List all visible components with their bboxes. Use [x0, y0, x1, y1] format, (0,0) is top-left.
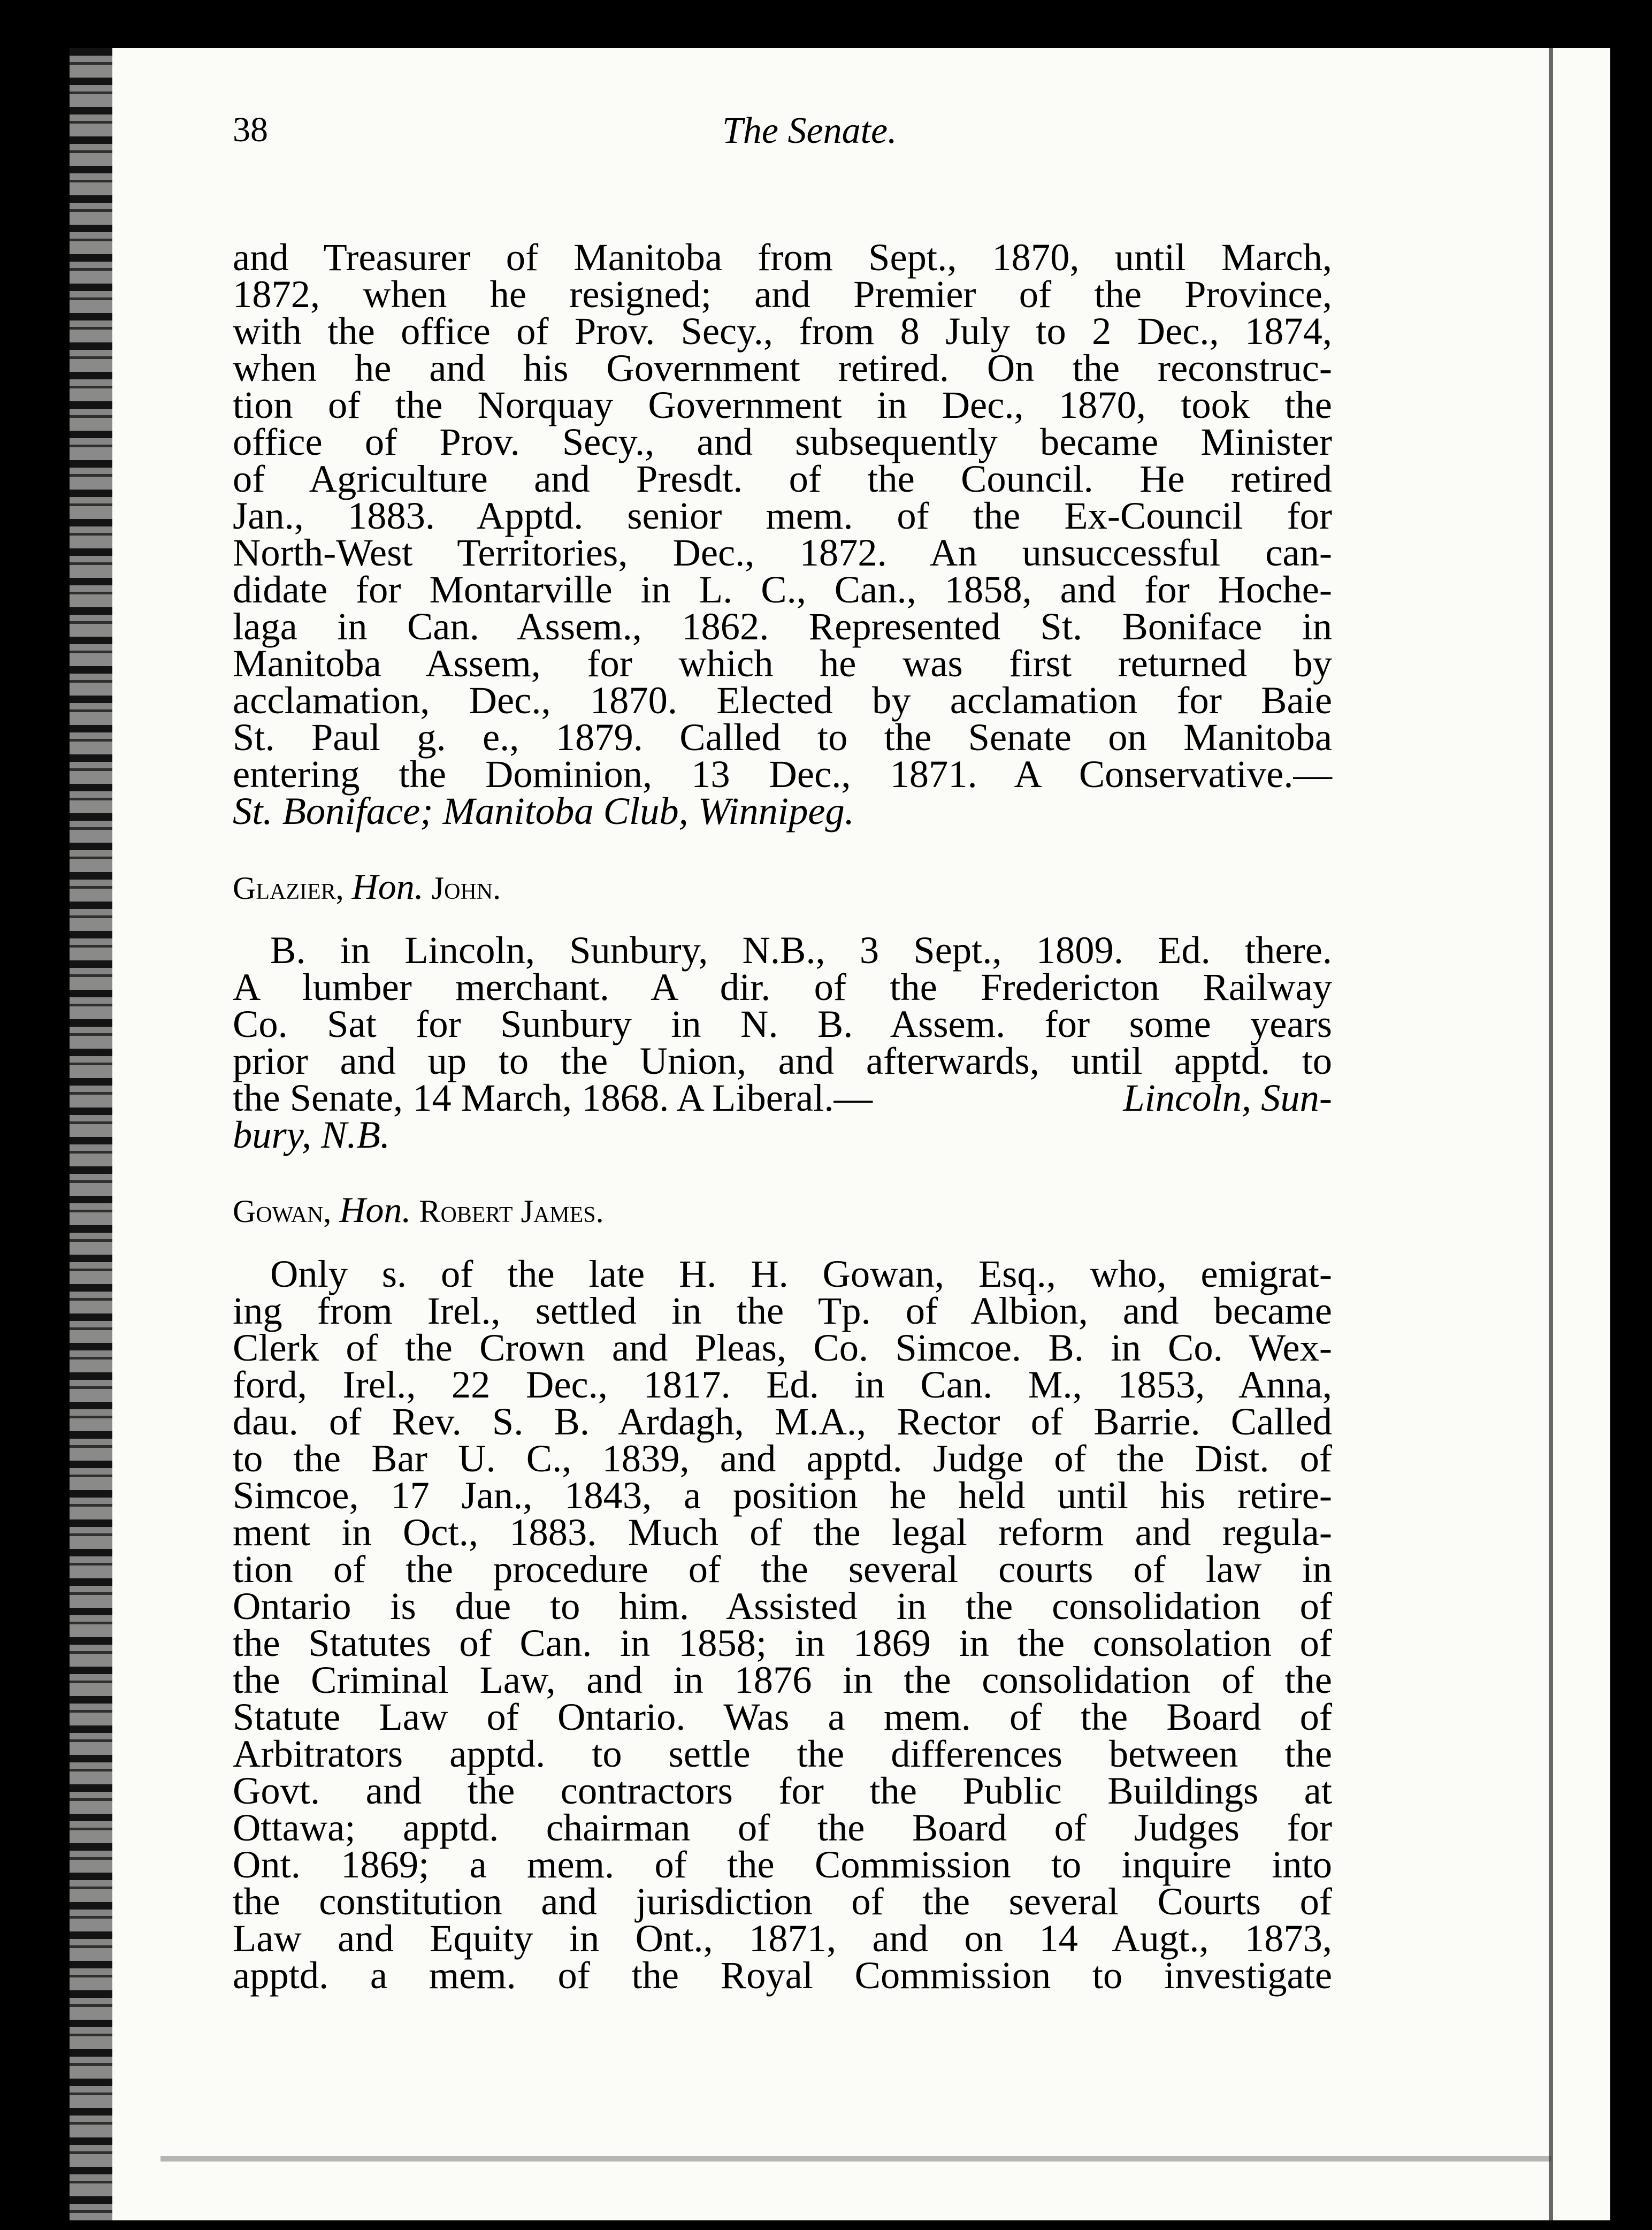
entry-heading [233, 866, 501, 908]
text-line: Co. Sat for Sunbury in N. B. Assem. for some years [233, 1002, 1332, 1045]
text-line: Law and Equity in Ont., 1871, and on 14 Augt., 1873, [233, 1916, 1332, 1960]
entry-surname: Glazier, [233, 870, 344, 906]
address-line: St. Boniface; Manitoba Club, Winnipeg. [233, 789, 854, 833]
text-line: North-West Territories, Dec., 1872. An unsuccessful can- [233, 531, 1332, 574]
entry-honorific: Hon. [339, 1189, 411, 1230]
text-line: dau. of Rev. S. B. Ardagh, M.A., Rector of Barrie. Called [233, 1400, 1332, 1443]
text-line: Manitoba Assem, for which he was first returned by [233, 641, 1332, 685]
text-line: A lumber merchant. A dir. of the Fredericton Railway [233, 965, 1332, 1009]
text-line: Statute Law of Ontario. Was a mem. of the Board of [233, 1695, 1332, 1738]
text-line: 1872, when he resigned; and Premier of the Province, [233, 272, 1332, 316]
page-edge [123, 48, 133, 2220]
text-line: Ottawa; apptd. chairman of the Board of Judges for [233, 1806, 1332, 1849]
text-line: Simcoe, 17 Jan., 1843, a position he held until his retire- [233, 1473, 1332, 1517]
entry-heading [233, 1189, 604, 1231]
text-segment: the Senate, 14 March, 1868. A Liberal.— [233, 1076, 873, 1119]
text-line: Clerk of the Crown and Pleas, Co. Simcoe. B. in Co. Wex- [233, 1326, 1332, 1369]
entry-given-name: John. [431, 870, 501, 906]
page-bottom-edge [160, 2156, 1551, 2162]
text-line: Ont. 1869; a mem. of the Commission to inquire into [233, 1843, 1332, 1886]
text-line: tion of the Norquay Government in Dec., 1870, took the [233, 383, 1332, 426]
text-line: ment in Oct., 1883. Much of the legal reform and regula- [233, 1510, 1332, 1554]
text-line: when he and his Government retired. On the reconstruc- [233, 346, 1332, 390]
text-line: Ontario is due to him. Assisted in the consolidation of [233, 1584, 1332, 1628]
text-line: the Criminal Law, and in 1876 in the consolidation of the [233, 1658, 1332, 1701]
address-line: bury, N.B. [233, 1113, 391, 1156]
address-segment: Lincoln, Sun- [1123, 1076, 1332, 1119]
page-number: 38 [233, 110, 268, 149]
text-line: Arbitrators apptd. to settle the differences between the [233, 1732, 1332, 1775]
text-line: ing from Irel., settled in the Tp. of Albion, and became [233, 1289, 1332, 1332]
text-line: to the Bar U. C., 1839, and apptd. Judge of the Dist. of [233, 1437, 1332, 1480]
text-line: with the office of Prov. Secy., from 8 July to 2 Dec., 1874, [233, 309, 1332, 353]
text-line [233, 1076, 1332, 1119]
text-line: B. in Lincoln, Sunbury, N.B., 3 Sept., 1809. Ed. there. [270, 928, 1332, 972]
text-line: entering the Dominion, 13 Dec., 1871. A Conservative.— [233, 752, 1332, 796]
text-line: office of Prov. Secy., and subsequently became Minister [233, 420, 1332, 463]
text-line: laga in Can. Assem., 1862. Represented St. Boniface in [233, 605, 1332, 648]
text-line: apptd. a mem. of the Royal Commission to investigate [233, 1953, 1332, 1997]
entry-given-name: Robert James. [419, 1194, 604, 1229]
entry-honorific: Hon. [351, 866, 424, 907]
text-line: Only s. of the late H. H. Gowan, Esq., who, emigrat- [270, 1252, 1332, 1295]
entry-surname: Gowan, [233, 1194, 332, 1229]
running-title: The Senate. [722, 110, 897, 151]
text-line: ford, Irel., 22 Dec., 1817. Ed. in Can. M., 1853, Anna, [233, 1363, 1332, 1406]
text-line: didate for Montarville in L. C., Can., 1858, and for Hoche- [233, 568, 1332, 611]
text-line: the Statutes of Can. in 1858; in 1869 in the consolation of [233, 1621, 1332, 1664]
text-line: of Agriculture and Presdt. of the Council. He retired [233, 457, 1332, 500]
text-line: the constitution and jurisdiction of the several Courts of [233, 1880, 1332, 1923]
text-line: acclamation, Dec., 1870. Elected by acclamation for Baie [233, 678, 1332, 722]
text-line: Govt. and the contractors for the Public Buildings at [233, 1769, 1332, 1812]
page-header [233, 110, 1142, 190]
text-line: Jan., 1883. Apptd. senior mem. of the Ex-Council for [233, 494, 1332, 537]
text-line: prior and up to the Union, and afterwards, until apptd. to [233, 1039, 1332, 1082]
text-line: St. Paul g. e., 1879. Called to the Senate on Manitoba [233, 715, 1332, 759]
text-line: tion of the procedure of the several courts of law in [233, 1547, 1332, 1591]
page-right-edge [1549, 48, 1553, 2220]
text-line: and Treasurer of Manitoba from Sept., 1870, until March, [233, 235, 1332, 279]
